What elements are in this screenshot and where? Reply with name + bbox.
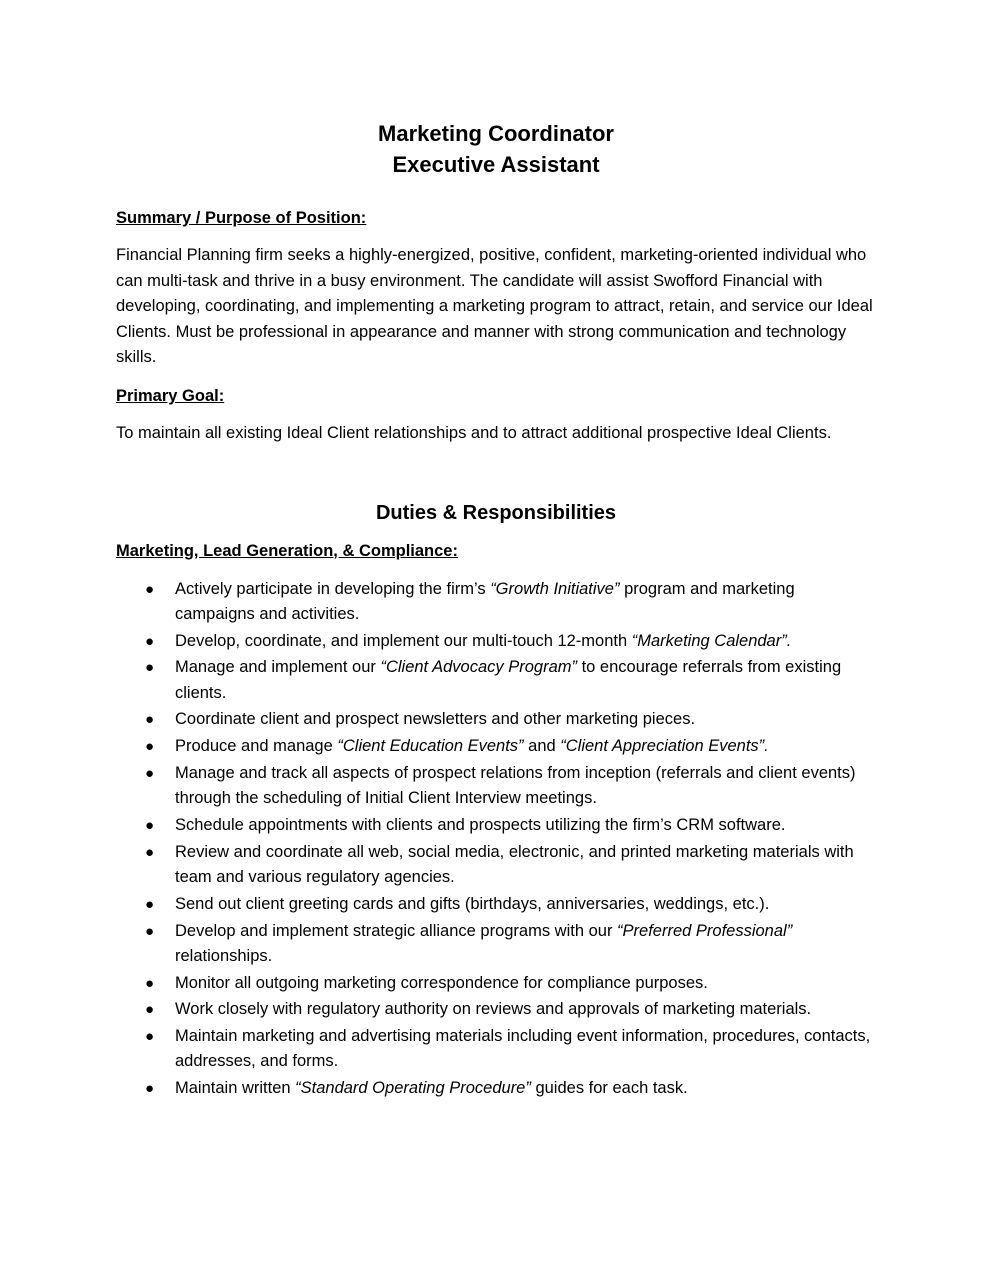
duty-program-name: “Preferred Professional” bbox=[617, 921, 793, 940]
duty-item bbox=[116, 577, 876, 628]
duty-item bbox=[116, 734, 876, 759]
bullet-icon: ● bbox=[145, 895, 155, 913]
duty-text: Maintain written bbox=[175, 1079, 296, 1098]
marketing-subheading: Marketing, Lead Generation, & Compliance: bbox=[116, 541, 458, 560]
document-title bbox=[116, 118, 876, 180]
duty-text: Monitor all outgoing marketing correspondence for compliance purposes. bbox=[175, 973, 708, 992]
duty-text: Actively participate in developing the firm’s bbox=[175, 579, 491, 598]
bullet-icon: ● bbox=[145, 922, 155, 940]
duty-text: relationships. bbox=[175, 946, 273, 965]
duty-text: Develop and implement strategic alliance programs with our bbox=[175, 921, 618, 940]
bullet-icon: ● bbox=[145, 659, 155, 677]
duty-program-name: “Standard Operating Procedure” bbox=[295, 1079, 531, 1098]
duty-text: Develop, coordinate, and implement our multi-touch 12-month bbox=[175, 631, 632, 650]
bullet-icon: ● bbox=[145, 1001, 155, 1019]
bullet-icon: ● bbox=[145, 1080, 155, 1098]
duty-program-name: “Client Appreciation Events”. bbox=[560, 737, 769, 756]
bullet-icon: ● bbox=[145, 764, 155, 782]
summary-heading: Summary / Purpose of Position: bbox=[116, 209, 367, 227]
duty-text: Maintain marketing and advertising materials including event information, procedures, contacts, addresses, and forms. bbox=[175, 1027, 871, 1071]
duty-text: Manage and track all aspects of prospect relations from inception (referrals and client events) through the scheduling of Initial Client Interview meetings. bbox=[175, 763, 856, 808]
duty-text: Send out client greeting cards and gifts (birthdays, anniversaries, weddings, etc.). bbox=[175, 894, 770, 913]
duty-program-name: “Client Education Events” bbox=[337, 737, 524, 756]
duties-list bbox=[116, 577, 876, 1102]
bullet-icon: ● bbox=[145, 817, 155, 834]
duty-text: and bbox=[523, 737, 561, 756]
duty-item bbox=[116, 707, 876, 732]
duty-text: Coordinate client and prospect newsletters and other marketing pieces. bbox=[175, 710, 696, 729]
duty-text: Manage and implement our bbox=[175, 658, 381, 677]
duty-text: Schedule appointments with clients and prospects utilizing the firm’s CRM software. bbox=[175, 816, 786, 834]
bullet-icon: ● bbox=[145, 632, 155, 650]
duty-text: Review and coordinate all web, social media, electronic, and printed marketing materials with team and various regulatory agencies. bbox=[175, 842, 854, 887]
duty-program-name: “Growth Initiative” bbox=[490, 579, 620, 598]
primary-goal-paragraph: To maintain all existing Ideal Client relationships and to attract additional prospective Ideal Clients. bbox=[116, 423, 832, 442]
duty-program-name: “Marketing Calendar”. bbox=[631, 631, 792, 650]
summary-paragraph: Financial Planning firm seeks a highly-energized, positive, confident, marketing-oriented individual who can multi-task and thrive in a busy environment. The candidate will assist Swofford Financial with developing, coordinating, and implementing a marketing program to attract, retain, and service our Ideal Clients. Must be professional in appearance and manner with strong communication and technology skills. bbox=[116, 246, 873, 367]
duty-text: Work closely with regulatory authority on reviews and approvals of marketing materials. bbox=[175, 1000, 812, 1019]
bullet-icon: ● bbox=[145, 843, 155, 861]
duty-item bbox=[116, 761, 876, 812]
duty-item bbox=[116, 971, 876, 996]
bullet-icon: ● bbox=[145, 711, 155, 729]
primary-goal-heading: Primary Goal: bbox=[116, 386, 225, 405]
duty-item bbox=[116, 919, 876, 970]
bullet-icon: ● bbox=[145, 580, 155, 598]
duty-item bbox=[116, 655, 876, 706]
duty-program-name: “Client Advocacy Program” bbox=[380, 658, 577, 677]
title-line-1: Marketing Coordinator bbox=[378, 121, 614, 146]
duty-item bbox=[116, 997, 876, 1022]
bullet-icon: ● bbox=[145, 1028, 155, 1046]
duties-title: Duties & Responsibilities bbox=[375, 501, 617, 524]
bullet-icon: ● bbox=[145, 974, 155, 992]
duty-text: Produce and manage bbox=[175, 737, 338, 756]
title-line-2: Executive Assistant bbox=[392, 152, 600, 177]
document-page bbox=[116, 118, 876, 1103]
bullet-icon: ● bbox=[145, 738, 155, 756]
duty-item bbox=[116, 813, 876, 838]
duty-item bbox=[116, 840, 876, 891]
duty-item bbox=[116, 1076, 876, 1101]
duty-item bbox=[116, 629, 876, 654]
duty-text: to encourage referrals from existing clients. bbox=[175, 658, 842, 702]
duty-item bbox=[116, 892, 876, 917]
duty-text: program and marketing campaigns and activities. bbox=[175, 579, 795, 623]
duty-item bbox=[116, 1024, 876, 1075]
duty-text: guides for each task. bbox=[530, 1079, 688, 1098]
